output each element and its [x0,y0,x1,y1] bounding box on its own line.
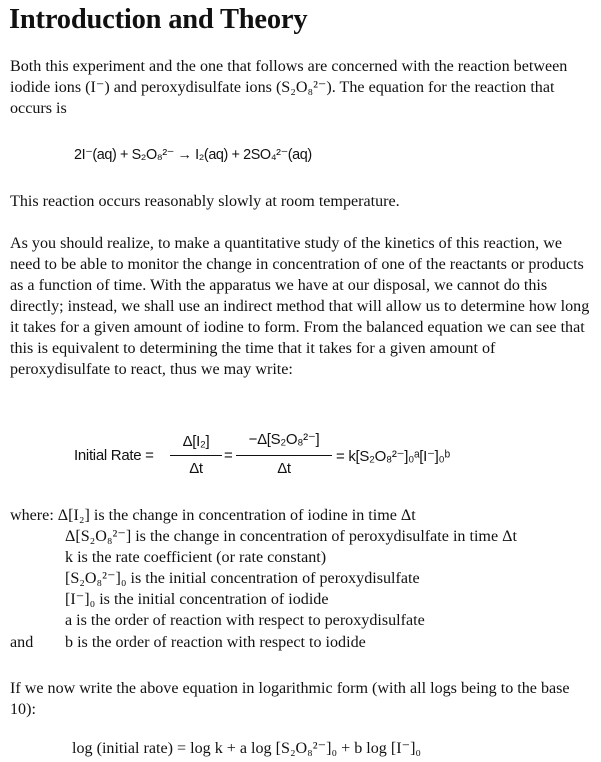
and-label: and [10,634,34,651]
rate-label: Initial Rate = [74,447,154,464]
fraction-2-denominator: Δt [277,460,291,477]
definition-line: k is the rate coefficient (or rate constant) [65,549,327,566]
definition-line: [S₂O₈²⁻]₀ is the initial concentration of peroxydisulfate [65,570,420,587]
fraction-1-numerator: Δ[I₂] [182,433,210,450]
fraction-1-denominator: Δt [189,460,203,477]
definition-line: where: Δ[I₂] is the change in concentration of iodine in time Δt [10,507,416,524]
intro-paragraph: Both this experiment and the one that follows are concerned with the reaction between iodide ions (I⁻) and peroxydisulfate ions (S₂O₈²⁻). The equation for the reaction that occurs is [10,58,568,117]
reaction-left: 2I⁻(aq) + S₂O₈²⁻ [74,147,174,163]
definition-line: b is the order of reaction with respect to iodide [65,634,366,651]
page-title: Introduction and Theory [9,4,308,35]
equals-sign-1: = [224,447,233,464]
fraction-1-bar [170,455,222,456]
definition-line: [I⁻]₀ is the initial concentration of iodide [65,591,329,608]
log-intro: If we now write the above equation in logarithmic form (with all logs being to the base 10): [10,680,570,718]
method-paragraph: As you should realize, to make a quantitative study of the kinetics of this reaction, we need to be able to monitor the change in concentration of one of the reactants or products as a function of time. With the apparatus we have at our disposal, we cannot do this directly; instead, we shall use an indirect method that will allow us to determine how long it takes for a given amount of iodine to form. From the balanced equation we can see that this is equivalent to determining the time that it takes for a given amount of peroxydisulfate to react, thus we may write: [10,235,590,378]
reaction-right: I₂(aq) + 2SO₄²⁻(aq) [195,147,312,163]
definition-line: Δ[S₂O₈²⁻] is the change in concentration of peroxydisulfate in time Δt [65,528,517,545]
fraction-2-bar [236,455,332,456]
log-equation: log (initial rate) = log k + a log [S₂O₈²⁻]₀ + b log [I⁻]₀ [72,740,422,757]
reaction-equation [74,147,312,163]
rate-law-rhs: = k[S₂O₈²⁻]₀ᵃ[I⁻]₀ᵇ [336,448,450,465]
slow-statement: This reaction occurs reasonably slowly at room temperature. [10,193,400,210]
reaction-arrow: → [177,147,192,163]
fraction-2-numerator: −Δ[S₂O₈²⁻] [248,431,320,448]
definition-line: a is the order of reaction with respect to peroxydisulfate [65,612,425,629]
